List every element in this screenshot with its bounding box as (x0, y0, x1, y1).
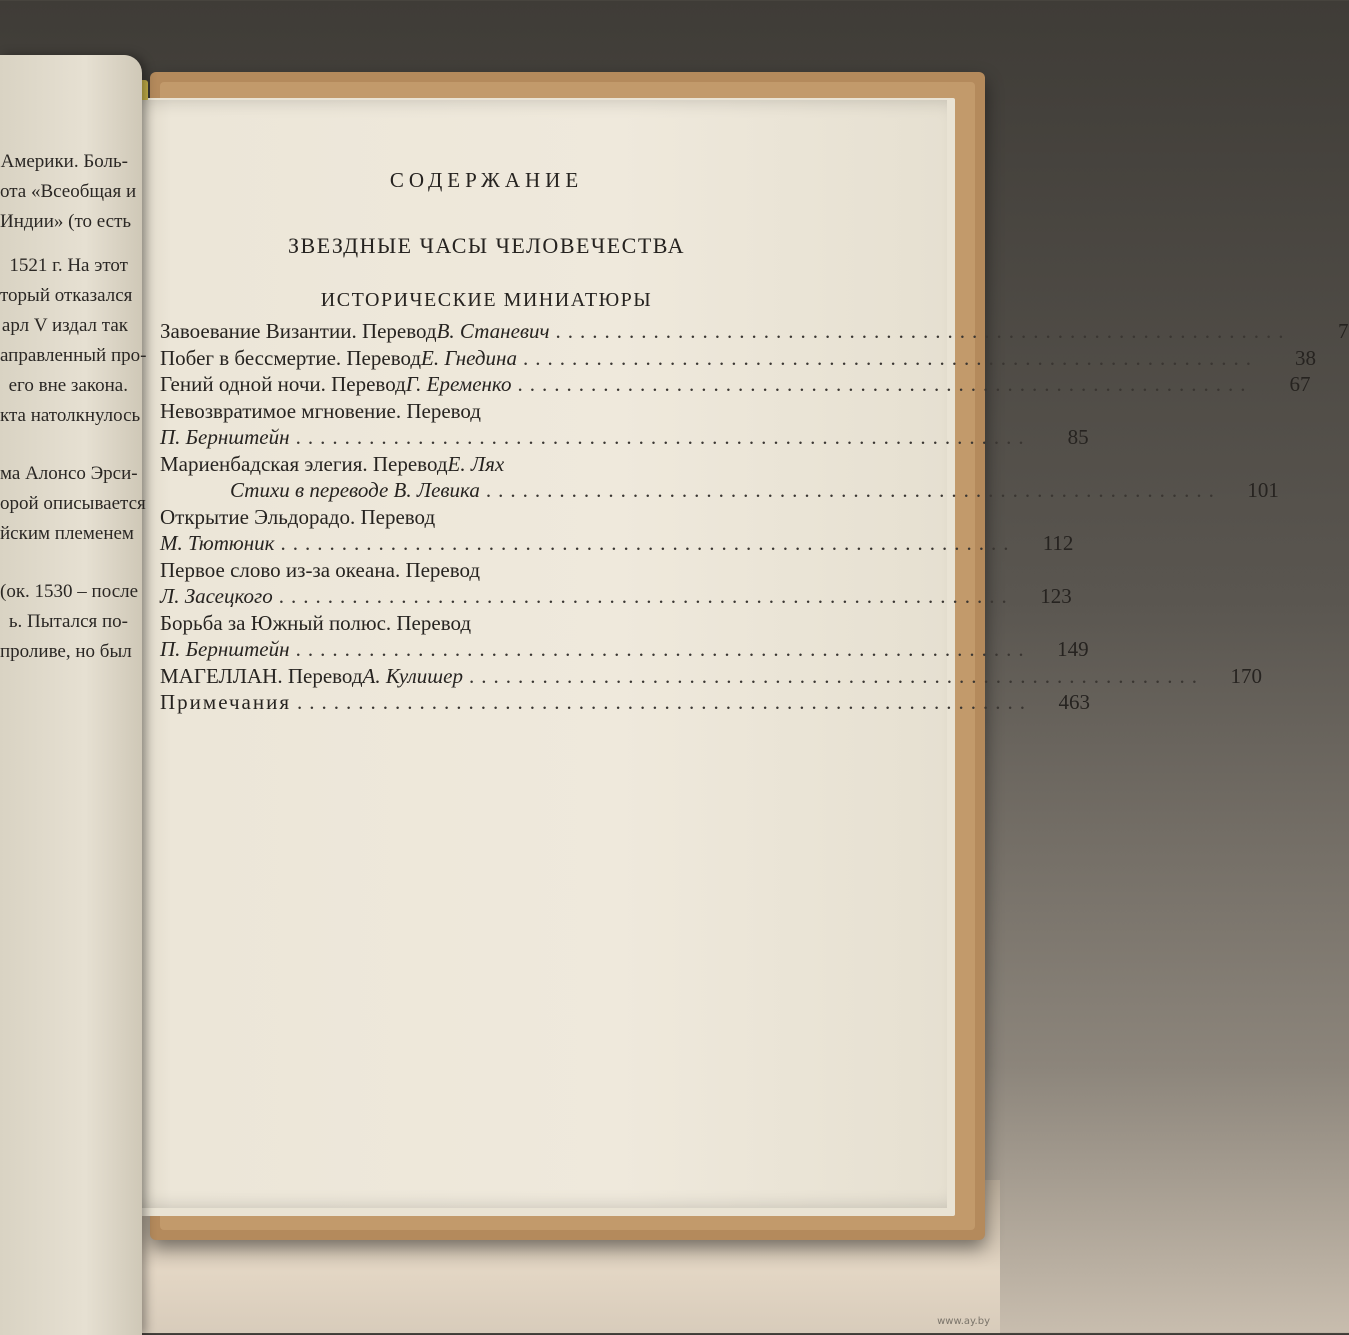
left-line: ма Алонсо Эрси- (0, 463, 138, 484)
entry-translator: А. Кулишер (362, 663, 463, 688)
entry-page-number: 112 (1042, 531, 1074, 555)
toc-entry[interactable] (160, 345, 1316, 372)
dot-leader: ............................................................ (555, 319, 1291, 343)
entry-title: Завоевание Византии. Перевод (160, 319, 437, 343)
entry-title: Открытие Эльдорадо. Перевод (160, 504, 436, 529)
dot-leader: ............................................................ (278, 584, 1014, 608)
toc-entry[interactable] (160, 689, 1091, 716)
toc-entry[interactable] (160, 318, 1349, 345)
entry-page-number: 7 (1338, 319, 1349, 343)
entry-title: МАГЕЛЛАН. Перевод (160, 663, 363, 688)
entry-title: Гений одной ночи. Перевод (160, 372, 406, 396)
entry-title: Примечания (160, 690, 292, 714)
section-title: ИСТОРИЧЕСКИЕ МИНИАТЮРЫ (320, 289, 653, 311)
left-line: кта натолкнулось (0, 405, 141, 426)
entry-translator: В. Станевич (436, 319, 550, 343)
dot-leader: ............................................................ (485, 478, 1221, 502)
entry-page-number: 38 (1294, 345, 1316, 370)
left-line: аправленный про- (0, 345, 147, 366)
entry-title: Первое слово из-за океана. Перевод (160, 557, 481, 582)
left-line: арл V издал так (1, 315, 128, 336)
dot-leader: ............................................................ (297, 690, 1033, 714)
left-line: ота «Всеобщая и (0, 181, 137, 202)
dot-leader: ............................................................ (522, 345, 1258, 370)
entry-page-number: 85 (1067, 425, 1089, 449)
entry-title: Мариенбадская элегия. Перевод (160, 451, 448, 476)
entry-translator: Е. Лях (447, 451, 505, 476)
entry-note: Стихи в переводе В. Левика (230, 478, 480, 502)
entry-title: Борьба за Южный полюс. Перевод (160, 610, 472, 635)
toc-entry[interactable] (160, 504, 1074, 557)
toc-entry[interactable] (160, 371, 1311, 398)
left-line: орой описывается (0, 493, 146, 514)
left-line: Индии» (то есть (0, 211, 132, 232)
toc-heading: СОДЕРЖАНИЕ (389, 168, 584, 192)
left-line: торый отказался (0, 285, 133, 306)
toc-entry[interactable] (160, 398, 1089, 451)
left-line: его вне закона. (8, 375, 128, 396)
book-title: ЗВЕЗДНЫЕ ЧАСЫ ЧЕЛОВЕЧЕСТВА (288, 233, 685, 258)
entry-translator: Е. Гнедина (421, 345, 517, 370)
watermark: www.ay.by (937, 1316, 990, 1327)
left-line: ь. Пытался по- (8, 611, 128, 632)
toc-entry[interactable] (160, 610, 1089, 663)
entry-translator: Л. Засецкого (160, 584, 273, 608)
dot-leader: ............................................................ (468, 663, 1204, 688)
dot-leader: ............................................................ (280, 531, 1016, 555)
left-line: йским племенем (0, 523, 134, 544)
left-line: (ок. 1530 – после (0, 581, 139, 602)
entry-page-number: 463 (1058, 690, 1091, 714)
entry-page-number: 67 (1289, 372, 1311, 396)
toc-entry[interactable] (160, 451, 1279, 504)
dot-leader: ............................................................ (517, 372, 1253, 396)
entry-translator: М. Тютюник (160, 531, 275, 555)
left-page-text (0, 147, 147, 667)
entry-translator: Г. Еременко (405, 372, 512, 396)
entry-page-number: 149 (1057, 637, 1089, 661)
dot-leader: ............................................................ (295, 637, 1031, 661)
left-line: проливе, но был (0, 641, 132, 662)
entry-translator: П. Бернштейн (160, 637, 290, 661)
left-line: Америки. Боль- (0, 151, 128, 172)
toc-entry[interactable] (160, 557, 1072, 610)
dot-leader: ............................................................ (295, 425, 1031, 449)
entry-title: Невозвратимое мгновение. Перевод (160, 398, 481, 423)
entry-page-number: 170 (1230, 663, 1262, 688)
toc-entry[interactable] (160, 663, 1262, 690)
entry-page-number: 123 (1040, 584, 1072, 608)
entry-translator: П. Бернштейн (160, 425, 290, 449)
left-page (0, 55, 147, 1335)
table-of-contents (160, 168, 1349, 716)
left-line: 1521 г. На этот (9, 255, 128, 276)
entry-title: Побег в бессмертие. Перевод (160, 345, 422, 370)
entry-page-number: 101 (1247, 478, 1279, 502)
